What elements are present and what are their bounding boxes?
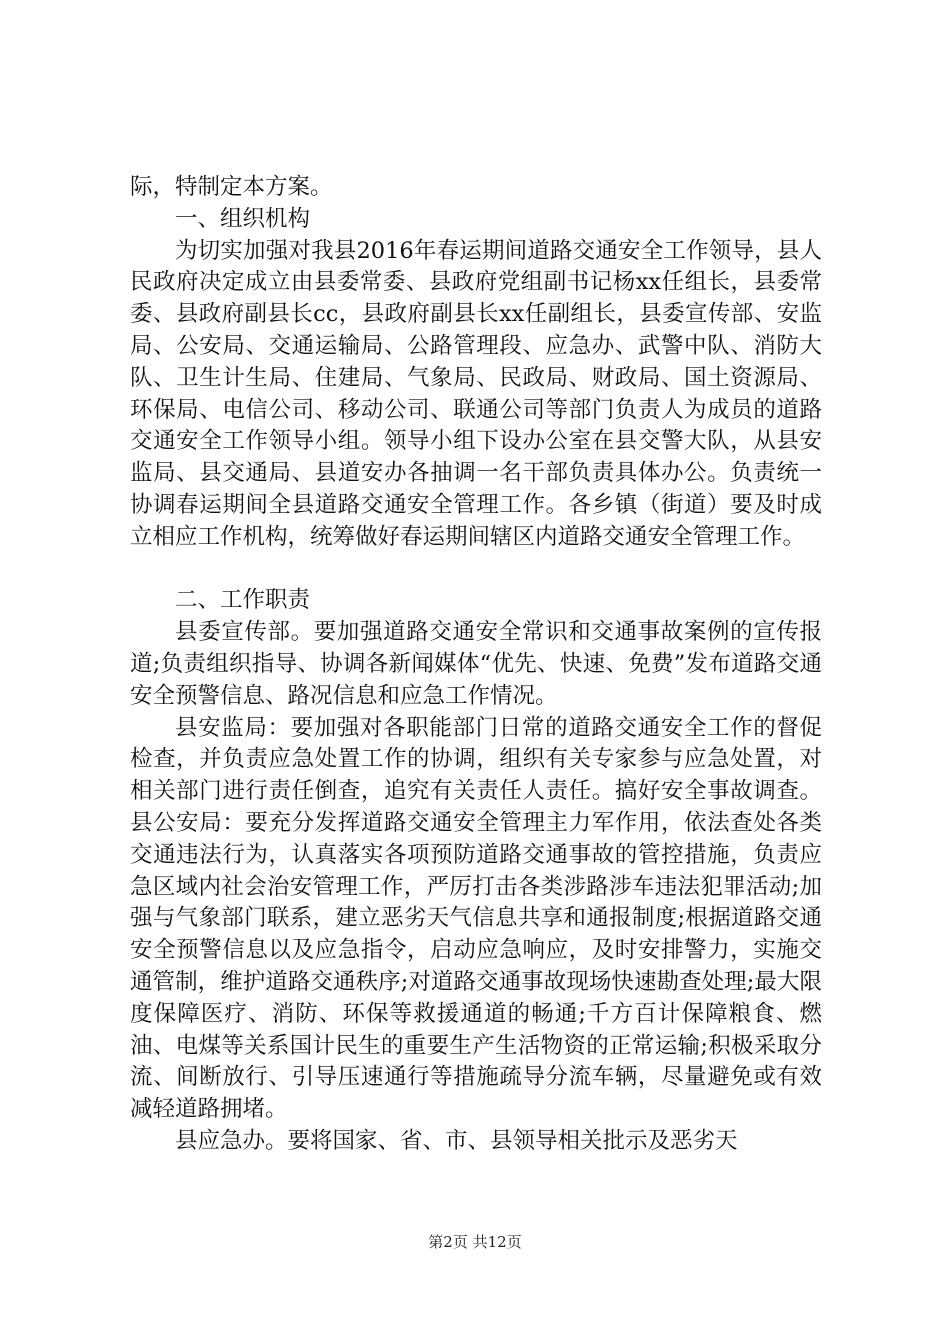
paragraph-safety-bureau: 县安监局：要加强对各职能部门日常的道路交通安全工作的督促检查，并负责应急处置工作的协调，组织有关专家参与应急处置，对相关部门进行责任倒查，追究有关责任人责任。搞好安全事故调查。县公安局：要充分发挥道路交通安全管理主力军作用，依法查处各类交通违法行为，认真落实各项预防道路交通事故的管控措施，负责应急区域内社会治安管理工作，严厉打击各类涉路涉车违法犯罪活动;加强与气象部门联系，建立恶劣天气信息共享和通报制度;根据道路交通安全预警信息以及应急指令，启动应急响应，及时安排警力，实施交通管制，维护道路交通秩序;对道路交通事故现场快速勘查处理;最大限度保障医疗、消防、环保等救援通道的畅通;千方百计保障粮食、燃油、电煤等关系国计民生的重要生产生活物资的正常运输;积极采取分流、间断放行、引导压速通行等措施疏导分流车辆，尽量避免或有效减轻道路拥堵。 <box>130 714 822 1123</box>
paragraph-continuation: 际，特制定本方案。 <box>130 174 333 200</box>
paragraph-emergency-office: 县应急办。要将国家、省、市、县领导相关批示及恶劣天 <box>175 1127 738 1154</box>
section-heading-organization: 一、组织机构 <box>175 205 311 232</box>
paragraph-propaganda-dept: 县委宣传部。要加强道路交通安全常识和交通事故案例的宣传报道;负责组织指导、协调各新闻媒体“优先、快速、免费”发布道路交通安全预警信息、路况信息和应急工作情况。 <box>130 619 822 709</box>
page-footer: 第2页 共12页 <box>428 1233 522 1251</box>
document-body <box>130 172 822 1158</box>
paragraph-organization: 为切实加强对我县2016年春运期间道路交通安全工作领导，县人民政府决定成立由县委常委、县政府党组副书记杨xx任组长，县委常委、县政府副县长cc，县政府副县长xx任副组长，县委宣传部、安监局、公安局、交通运输局、公路管理段、应急办、武警中队、消防大队、卫生计生局、住建局、气象局、民政局、财政局、国土资源局、环保局、电信公司、移动公司、联通公司等部门负责人为成员的道路交通安全工作领导小组。领导小组下设办公室在县交警大队，从县安监局、县交通局、县道安办各抽调一名干部负责具体办公。负责统一协调春运期间全县道路交通安全管理工作。各乡镇（街道）要及时成立相应工作机构，统筹做好春运期间辖区内道路交通安全管理工作。 <box>130 237 822 550</box>
section-heading-duties: 二、工作职责 <box>175 587 311 614</box>
